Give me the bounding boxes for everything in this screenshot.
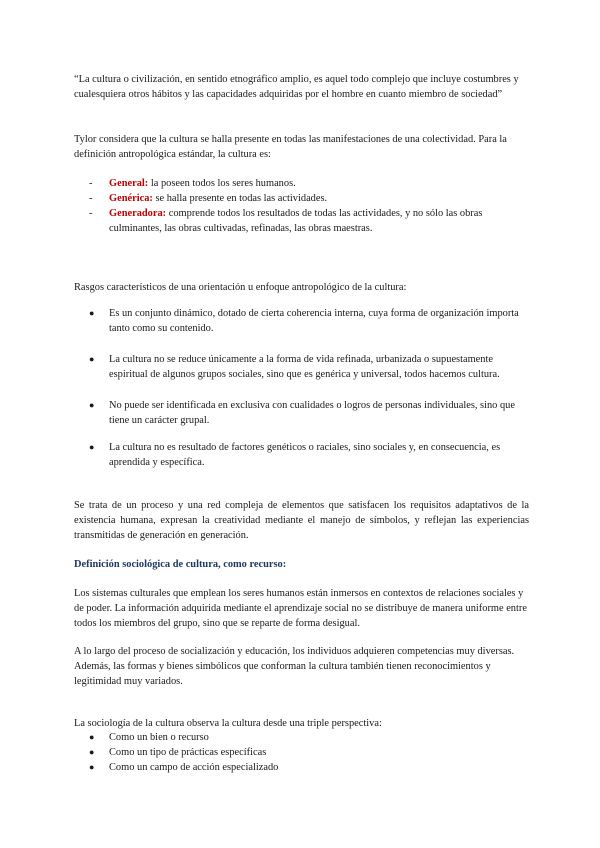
list-item [89,352,529,382]
bullet-icon: ● [89,354,95,364]
definition-term: Genérica: [109,193,153,204]
list-item-text: La cultura no se reduce únicamente a la forma de vida refinada, urbanizada o supuestamente espiritual de algunos grupos sociales, sino que es genérica y universal, todos hacemos cultura. [109,354,500,380]
list-item-text: Como un bien o recurso [109,732,209,743]
socializacion-paragraph: A lo largo del proceso de socialización y educación, los individuos adquieren competencias muy diversas. Además, las formas y bienes simbólicos que conforman la cultura también tienen reconocimientos y legitimidad muy variados. [74,646,515,687]
perspectivas-list [89,730,529,775]
rasgos-list-item-1 [89,306,529,336]
sistemas-paragraph: Los sistemas culturales que emplean los seres humanos están inmersos en contextos de relaciones sociales y de poder. La información adquirida mediante el aprendizaje social no se distribuye de manera uniforme entre todos los miembros del grupo, sino que se reparte de forma desigual. [74,588,527,629]
bullet-icon: ● [89,442,95,452]
definition-item-general [89,176,529,191]
definition-list [89,176,529,236]
sociologia-intro: La sociología de la cultura observa la cultura desde una triple perspectiva: [74,718,382,729]
proceso-paragraph: Se trata de un proceso y una red compleja de elementos que satisfacen los requisitos adaptativos de la existencia humana, expresan la creatividad mediante el manejo de símbolos, y reflejan las experiencias transmitidas de generación en generación. [74,500,529,541]
dash-marker: - [89,193,93,204]
definition-text: la poseen todos los seres humanos. [148,178,296,189]
tylor-quote: “La cultura o civilización, en sentido etnográfico amplio, es aquel todo complejo que incluye costumbres y cualesquiera otros hábitos y las capacidades adquiridas por el hombre en cuanto miembro de sociedad” [74,74,519,100]
definition-text: se halla presente en todas las actividades. [152,193,328,204]
intro-paragraph: Tylor considera que la cultura se halla presente en todas las manifestaciones de una colectividad. Para la definición antropológica estándar, la cultura es: [74,134,507,160]
section-heading: Definición sociológica de cultura, como recurso: [74,559,287,570]
bullet-icon: ● [89,732,95,742]
rasgos-list-item-2 [89,352,529,382]
list-item-text: Es un conjunto dinámico, dotado de cierta coherencia interna, cuya forma de organización importa tanto como su contenido. [109,308,519,334]
list-item [89,398,529,428]
list-item [89,760,529,775]
list-item [89,745,529,760]
dash-marker: - [89,178,93,189]
bullet-icon: ● [89,400,95,410]
list-item-text: La cultura no es resultado de factores genéticos o raciales, sino sociales y, en consecuencia, es aprendida y específica. [109,442,501,468]
list-item-text: Como un tipo de prácticas específicas [109,747,267,758]
rasgos-list-item-4 [89,440,529,470]
rasgos-title: Rasgos característicos de una orientación u enfoque antropológico de la cultura: [74,282,407,293]
rasgos-list-item-3 [89,398,529,428]
bullet-icon: ● [89,308,95,318]
dash-marker: - [89,208,93,219]
definition-term: General: [109,178,149,189]
definition-item-generica [89,191,529,206]
bullet-icon: ● [89,762,95,772]
list-item-text: Como un campo de acción especializado [109,762,279,773]
list-item [89,440,529,470]
definition-term: Generadora: [109,208,167,219]
list-item-text: No puede ser identificada en exclusiva con cualidades o logros de personas individuales, sino que tiene un carácter grupal. [109,400,515,426]
definition-item-generadora [89,206,529,236]
definition-text: comprende todos los resultados de todas las actividades, y no sólo las obras culminantes, las obras cultivadas, refinadas, las obras maestras. [109,208,483,234]
bullet-icon: ● [89,747,95,757]
list-item [89,730,529,745]
list-item [89,306,529,336]
